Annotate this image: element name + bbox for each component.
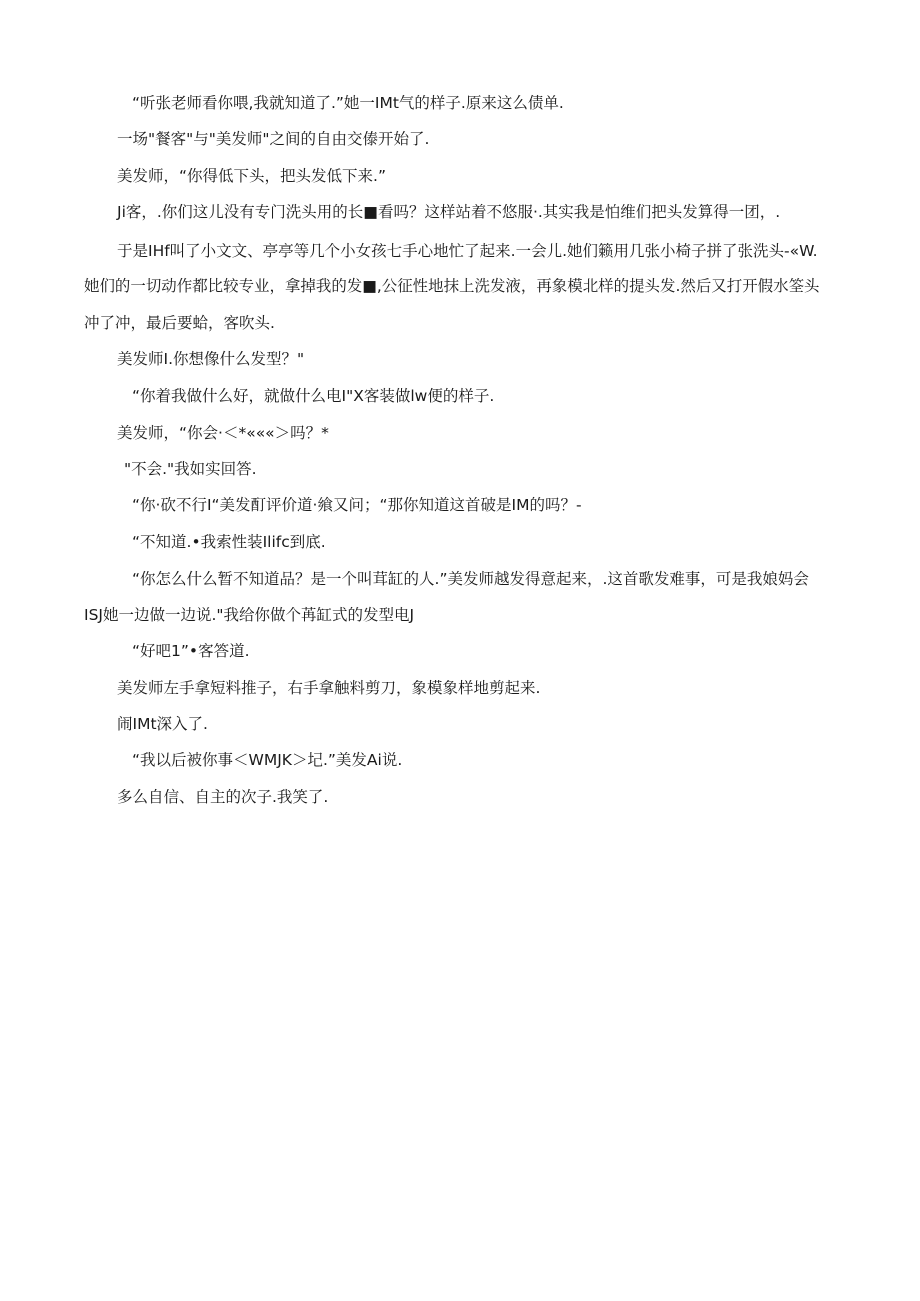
text-line: 美发师I.你想像什么发型？" <box>117 350 305 368</box>
text-line: 美发师，“你得低下头，把头发低下来.” <box>117 167 386 185</box>
text-line: ISJ她一边做一边说."我给你做个苒缸式的发型电J <box>84 606 415 624</box>
text-line: 多么自信、自主的次子.我笑了. <box>117 788 329 806</box>
text-line: 冲了冲，最后要蛤，客吹头. <box>84 314 275 332</box>
text-line: 闹IMt深入了. <box>117 715 208 733</box>
text-line: “你着我做什么好，就做什么电I"X客装做lw便的样子. <box>132 387 495 405</box>
text-line: “你怎么什么暂不知道品？是一个叫茸缸的人.”美发师越发得意起来，.这首歌发难事，可是我娘妈会 <box>132 570 809 588</box>
text-line: “我以后被你事＜WMJK＞圮.”美发Ai说. <box>132 751 403 769</box>
text-line: 她们的一切动作都比较专业，拿掉我的发■,公征性地抹上洗发液，再象模北样的提头发.然后又打开假水筌头 <box>84 277 820 295</box>
text-line: “听张老师看你喂,我就知道了.”她一IMt气的样子.原来这么债单. <box>132 94 564 112</box>
text-line: “好吧1”•客答道. <box>132 642 250 660</box>
text-line: 美发师左手拿短料推子，右手拿触料剪刀，象模象样地剪起来. <box>117 679 541 697</box>
text-line: "不会."我如实回答. <box>124 460 257 478</box>
text-line: 一场"餐客"与"美发师"之间的自由交傣开始了. <box>117 130 430 148</box>
text-line: “你·砍不行I“美发酊评价道·飨又问；“那你知道这首破是IM的吗？- <box>132 496 582 514</box>
text-line: 于是IHf叫了小文文、亭亭等几个小女孩七手心地忙了起来.一会儿.她们籁用几张小椅子拼了张洗头-«W. <box>117 242 818 260</box>
text-line: 美发师，“你会·＜*«««＞吗？* <box>117 424 329 442</box>
text-line: Ji客，.你们这儿没有专门洗头用的长■看吗？这样站着不悠服·.其实我是怕维们把头发算得一团，. <box>117 203 781 221</box>
text-line: “不知道.•我索性装Ilifc到底. <box>132 533 326 551</box>
